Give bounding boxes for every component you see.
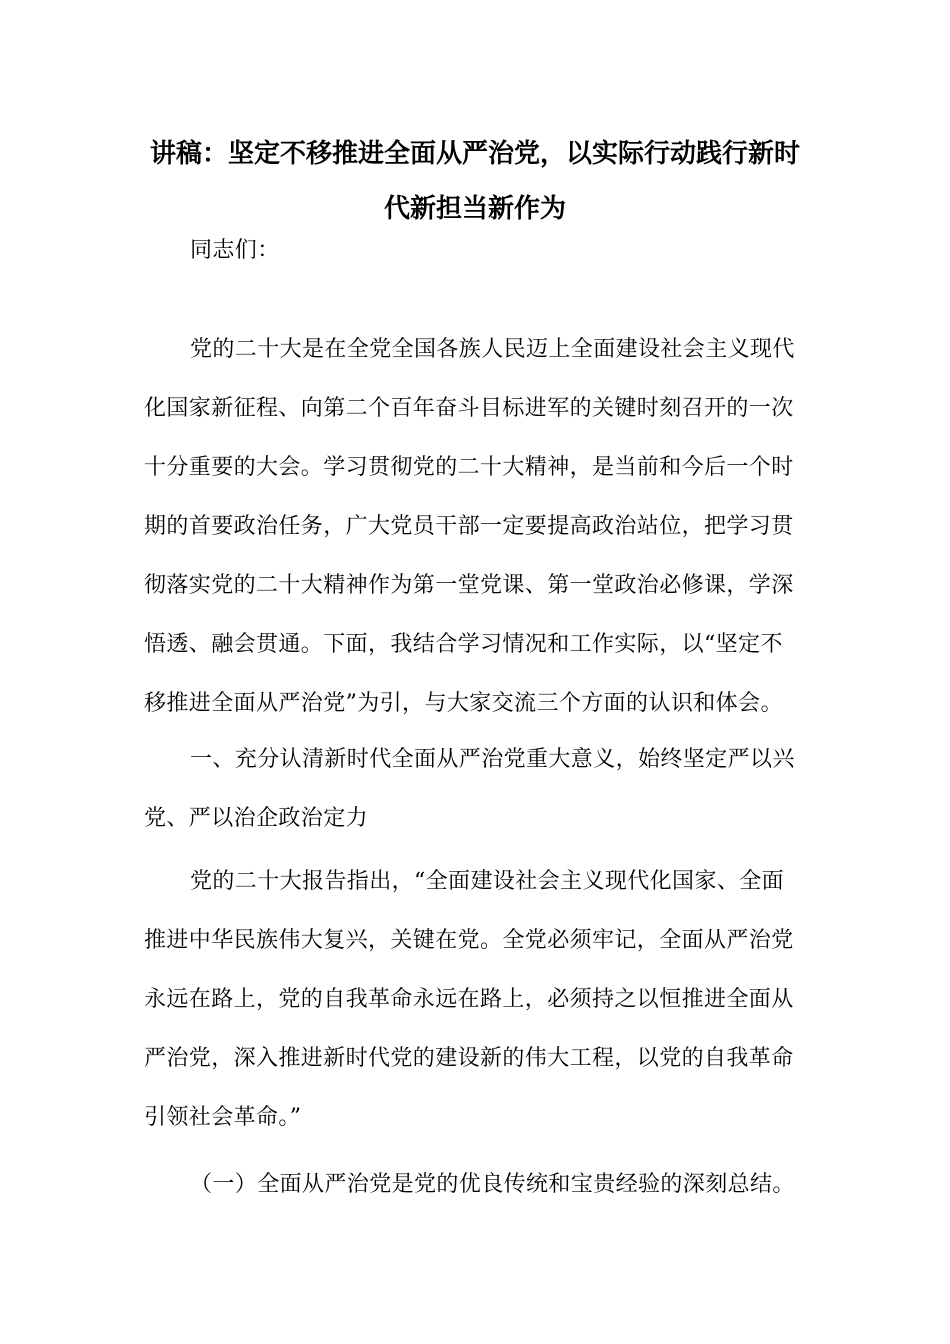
paragraph-1-line-2: 化国家新征程、向第二个百年奋斗目标进军的关键时刻召开的一次 [144, 396, 794, 421]
paragraph-1-line-7: 移推进全面从严治党”为引，与大家交流三个方面的认识和体会。 [144, 691, 783, 716]
section-heading-1-line-2: 党、严以治企政治定力 [144, 806, 369, 831]
paragraph-1-line-6: 悟透、融会贯通。下面，我结合学习情况和工作实际，以“坚定不 [144, 632, 783, 657]
document-title-line-1: 讲稿：坚定不移推进全面从严治党，以实际行动践行新时 [149, 139, 800, 169]
paragraph-1-line-5: 彻落实党的二十大精神作为第一堂党课、第一堂政治必修课，学深 [144, 573, 794, 598]
paragraph-1-line-1: 党的二十大是在全党全国各族人民迈上全面建设社会主义现代 [190, 337, 795, 362]
paragraph-2-line-1: 党的二十大报告指出，“全面建设社会主义现代化国家、全面 [190, 869, 785, 894]
salutation: 同志们： [190, 238, 280, 263]
subsection-heading-1: （一）全面从严治党是党的优良传统和宝贵经验的深刻总结。 [190, 1172, 795, 1197]
paragraph-1-line-3: 十分重要的大会。学习贯彻党的二十大精神，是当前和今后一个时 [144, 455, 794, 480]
document-title-line-2: 代新担当新作为 [383, 194, 566, 224]
paragraph-2-line-5: 引领社会革命。” [144, 1105, 302, 1130]
section-heading-1-line-1: 一、充分认清新时代全面从严治党重大意义，始终坚定严以兴 [190, 747, 795, 772]
paragraph-1-line-4: 期的首要政治任务，广大党员干部一定要提高政治站位，把学习贯 [144, 514, 794, 539]
paragraph-2-line-2: 推进中华民族伟大复兴，关键在党。全党必须牢记，全面从严治党 [144, 928, 794, 953]
paragraph-2-line-4: 严治党，深入推进新时代党的建设新的伟大工程，以党的自我革命 [144, 1046, 794, 1071]
paragraph-2-line-3: 永远在路上，党的自我革命永远在路上，必须持之以恒推进全面从 [144, 987, 794, 1012]
